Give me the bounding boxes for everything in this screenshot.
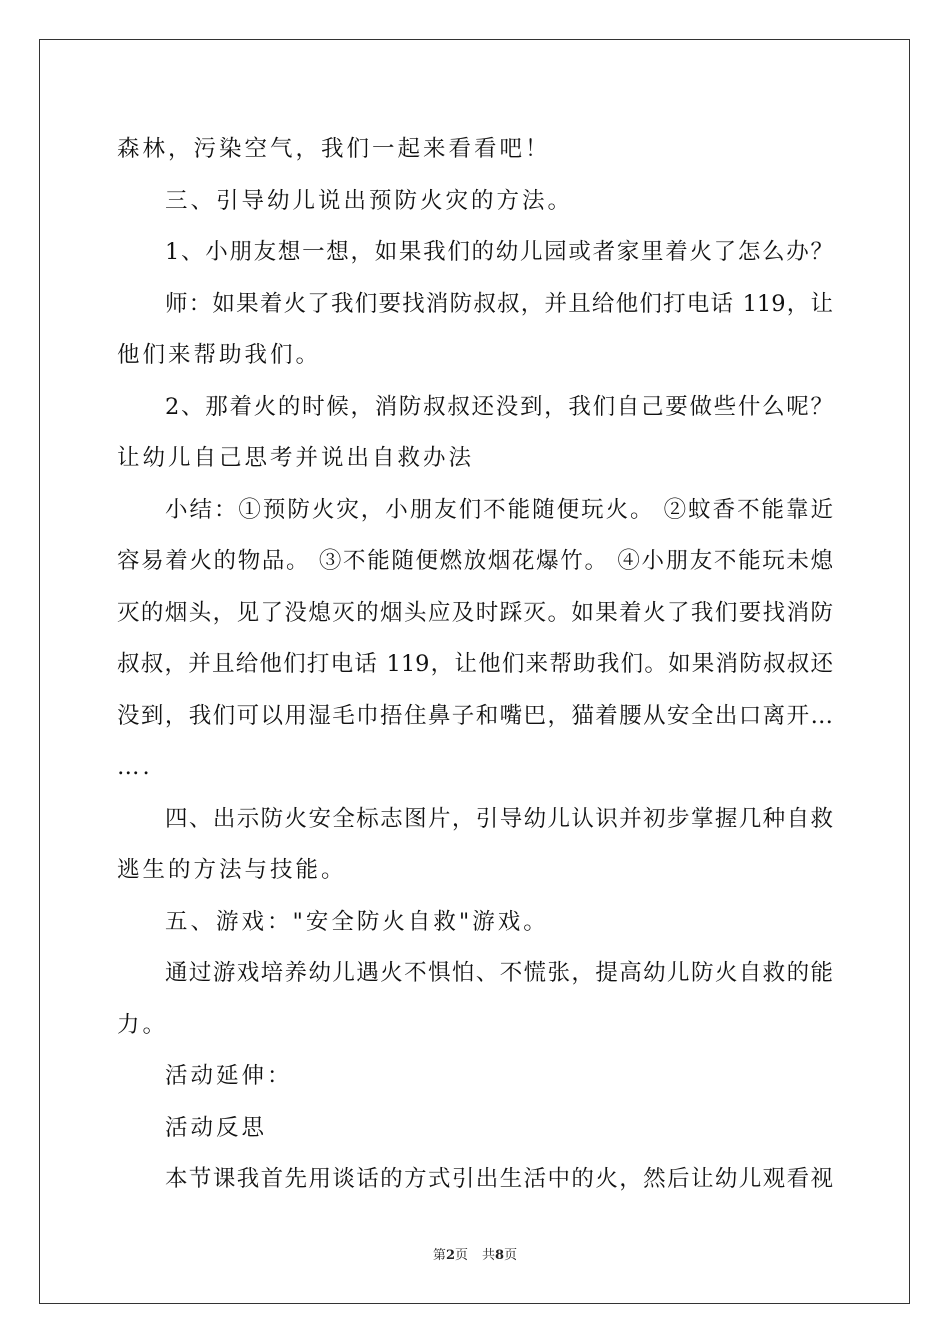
text-line: 通过游戏培养幼儿遇火不惧怕、不慌张，提高幼儿防火自救的能 xyxy=(165,960,833,986)
text-line: 森林，污染空气，我们一起来看看吧！ xyxy=(117,136,551,162)
text-line: 让幼儿自己思考并说出自救办法 xyxy=(117,445,475,471)
footer-page-number: 2 xyxy=(445,1248,455,1263)
footer-page-prefix: 第 xyxy=(432,1248,446,1263)
text-line: 他们来帮助我们。 xyxy=(117,342,322,368)
text-line: …. xyxy=(117,754,153,780)
text-line: 力。 xyxy=(117,1011,169,1038)
text-line: 四、出示防火安全标志图片，引导幼儿认识并初步掌握几种自救 xyxy=(165,805,833,832)
document-body xyxy=(117,124,833,1206)
text-line: 五、游戏："安全防火自救"游戏。 xyxy=(165,908,549,935)
text-line: 活动延伸： xyxy=(165,1063,293,1089)
text-line: 小结：①预防火灾，小朋友们不能随便玩火。 ②蚊香不能靠近 xyxy=(165,496,833,523)
text-line: 师：如果着火了我们要找消防叔叔，并且给他们打电话 119，让 xyxy=(165,290,833,317)
text-line: 本节课我首先用谈话的方式引出生活中的火，然后让幼儿观看视 xyxy=(165,1166,833,1192)
text-line: 1、小朋友想一想，如果我们的幼儿园或者家里着火了怎么办？ xyxy=(165,239,833,265)
text-line: 灭的烟头，见了没熄灭的烟头应及时踩灭。如果着火了我们要找消防 xyxy=(117,599,833,626)
text-line: 没到，我们可以用湿毛巾捂住鼻子和嘴巴，猫着腰从安全出口离开… xyxy=(117,702,833,729)
text-line: 容易着火的物品。 ③不能随便燃放烟花爆竹。 ④小朋友不能玩未熄 xyxy=(117,548,833,574)
footer-total-pages: 8 xyxy=(495,1248,505,1263)
text-line: 叔叔，并且给他们打电话 119，让他们来帮助我们。如果消防叔叔还 xyxy=(117,651,833,677)
text-line: 三、引导幼儿说出预防火灾的方法。 xyxy=(165,187,574,214)
footer-page-suffix: 页 xyxy=(454,1248,468,1263)
text-line: 2、那着火的时候，消防叔叔还没到，我们自己要做些什么呢？ xyxy=(165,393,833,420)
footer-total-prefix: 共 xyxy=(482,1248,496,1263)
page-footer xyxy=(0,1244,950,1263)
text-line: 活动反思 xyxy=(165,1114,268,1141)
footer-total-suffix: 页 xyxy=(504,1248,518,1263)
text-line: 逃生的方法与技能。 xyxy=(117,857,347,883)
